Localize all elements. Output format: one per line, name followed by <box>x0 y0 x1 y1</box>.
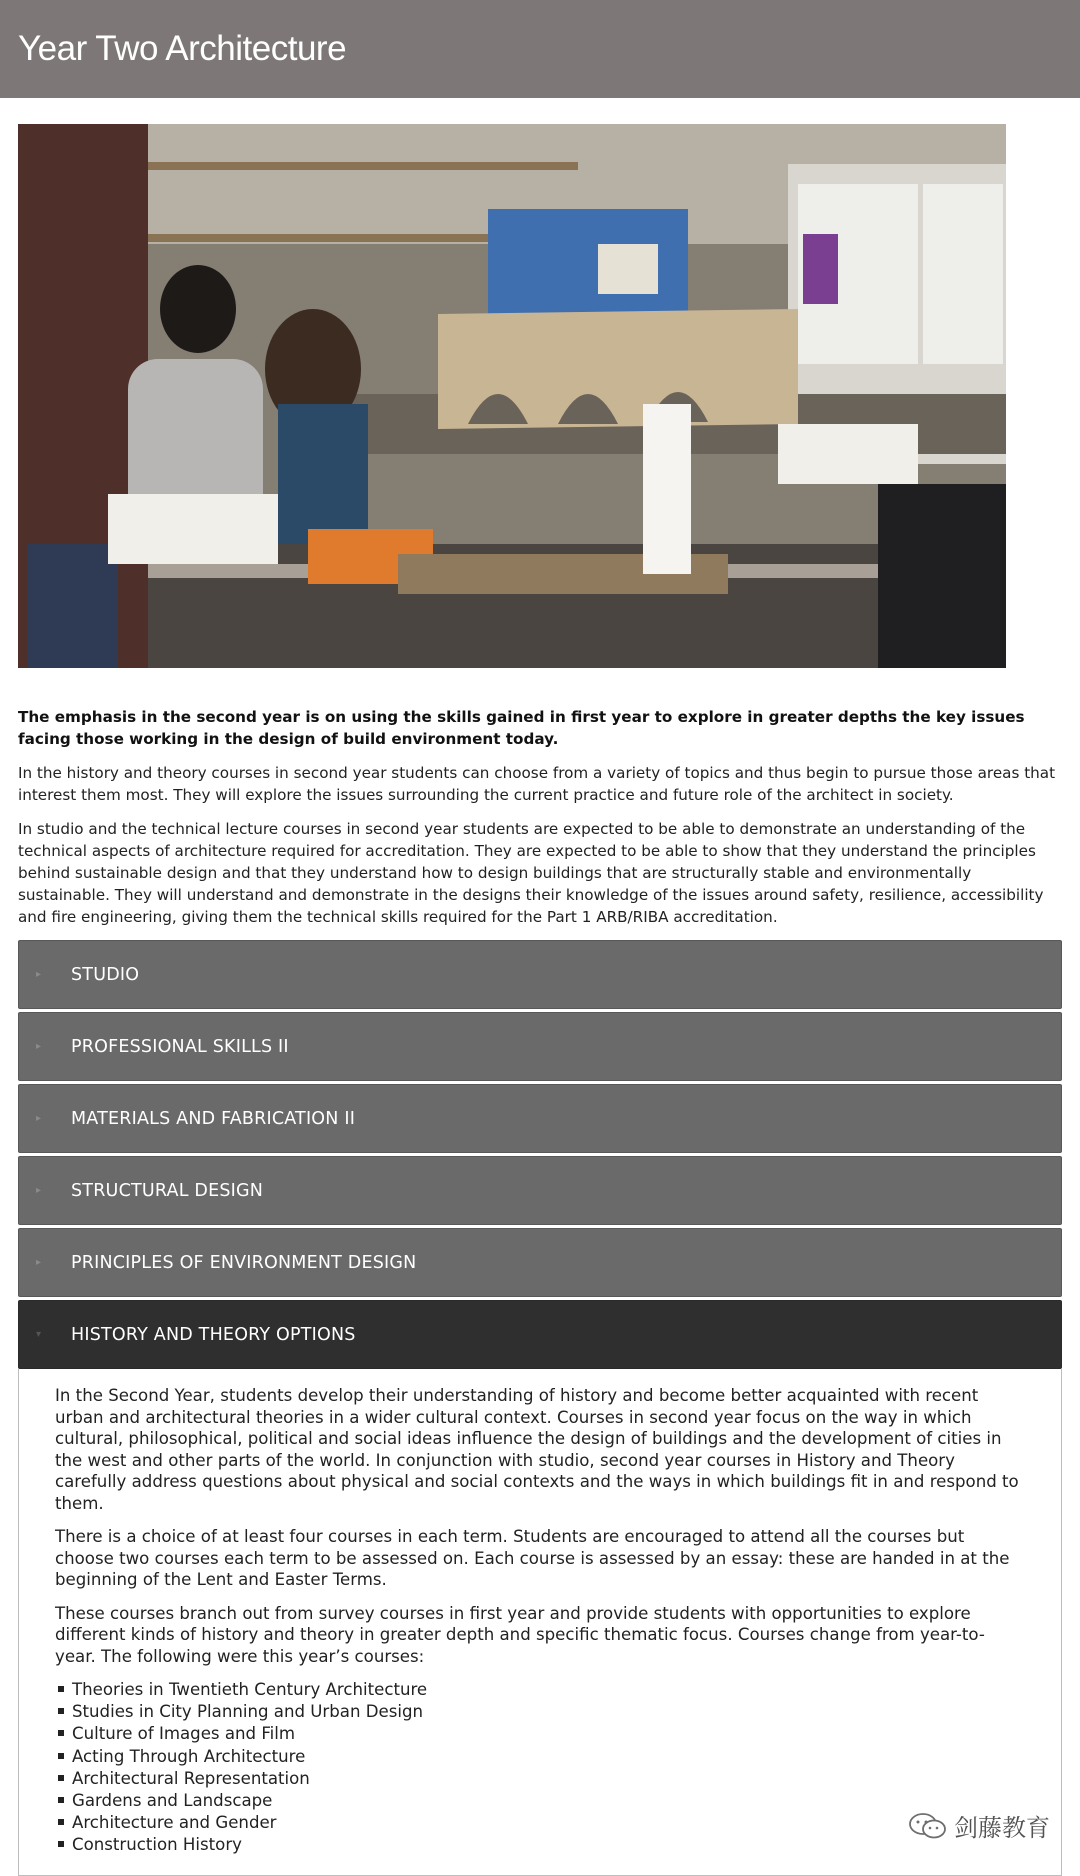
list-item <box>58 1834 1025 1856</box>
chevron-right-icon: ▸ <box>36 1041 42 1052</box>
course-name: Gardens and Landscape <box>72 1791 273 1811</box>
panel-paragraph-3: These courses branch out from survey courses in first year and provide students with opportunities to explore different kinds of history and theory in greater depth and specific thematic focus. Courses change from year-to-year. The following were this year’s courses: <box>55 1603 985 1666</box>
bullet-icon <box>58 1841 64 1847</box>
accordion-item-history-theory[interactable] <box>18 1300 1062 1369</box>
course-name: Acting Through Architecture <box>72 1746 306 1766</box>
list-item <box>58 1723 1025 1745</box>
bullet-icon <box>58 1730 64 1736</box>
intro-paragraph-1: In the history and theory courses in second year students can choose from a variety of topics and thus begin to pursue those areas that interest them most. They will explore the issues surrounding the current practice and future role of the architect in society. <box>18 764 1056 804</box>
course-name: Architectural Representation <box>72 1768 310 1788</box>
page-title: Year Two Architecture <box>18 29 347 68</box>
intro-paragraph-2: In studio and the technical lecture courses in second year students are expected to be able to demonstrate an understanding of the technical aspects of architecture required for accreditation. They are expected to be able to show that they understand the principles behind sustainable design and that they understand how to design buildings that are structurally stable and environmentally sustainable. They will understand and demonstrate in the designs their knowledge of the issues around safety, resilience, accessibility and fire engineering, giving them the technical skills required for the Part 1 ARB/RIBA accreditation. <box>18 820 1044 926</box>
accordion-label: STUDIO <box>71 964 140 985</box>
bullet-icon <box>58 1753 64 1759</box>
list-item <box>58 1790 1025 1812</box>
studio-photo <box>18 124 1006 668</box>
list-item <box>58 1768 1025 1790</box>
accordion-item-environment-design[interactable] <box>18 1228 1062 1297</box>
watermark-text: 剑藤教育 <box>954 1814 1050 1842</box>
list-item <box>58 1679 1025 1701</box>
chevron-right-icon: ▸ <box>36 969 42 980</box>
chevron-right-icon: ▸ <box>36 1185 42 1196</box>
bullet-icon <box>58 1708 64 1714</box>
chevron-down-icon: ▾ <box>36 1329 42 1340</box>
watermark <box>908 1808 1050 1843</box>
panel-paragraph-1: In the Second Year, students develop their understanding of history and become better acquainted with recent urban and architectural theories in a wider cultural context. Courses in second year focus on the way in which cultural, philosophical, political and social ideas influence the design of buildings and the development of cities in the west and other parts of the world. In conjunction with studio, second year courses in History and Theory carefully address questions about physical and social contexts and the ways in which buildings fit in and respond to them. <box>55 1386 1019 1513</box>
chevron-right-icon: ▸ <box>36 1113 42 1124</box>
wechat-icon <box>908 1811 948 1841</box>
bullet-icon <box>58 1797 64 1803</box>
course-name: Architecture and Gender <box>72 1813 277 1833</box>
accordion-item-studio[interactable] <box>18 940 1062 1009</box>
intro-section <box>18 706 1062 928</box>
main-content <box>0 124 1080 1876</box>
course-name: Culture of Images and Film <box>72 1724 296 1744</box>
chevron-right-icon: ▸ <box>36 1257 42 1268</box>
accordion-item-professional-skills[interactable] <box>18 1012 1062 1081</box>
accordion-label: HISTORY AND THEORY OPTIONS <box>71 1324 356 1345</box>
accordion-item-structural-design[interactable] <box>18 1156 1062 1225</box>
accordion-label: PROFESSIONAL SKILLS II <box>71 1036 289 1057</box>
course-list <box>55 1679 1025 1857</box>
intro-lead: The emphasis in the second year is on using the skills gained in first year to explore in greater depths the key issues facing those working in the design of build environment today. <box>18 708 1025 748</box>
course-accordion <box>18 940 1062 1876</box>
history-theory-panel <box>18 1369 1062 1876</box>
bullet-icon <box>58 1819 64 1825</box>
course-name: Construction History <box>72 1835 242 1855</box>
accordion-label: PRINCIPLES OF ENVIRONMENT DESIGN <box>71 1252 417 1273</box>
list-item <box>58 1746 1025 1768</box>
panel-paragraph-2: There is a choice of at least four courses in each term. Students are encouraged to attend all the courses but choose two courses each term to be assessed on. Each course is assessed by an essay: these are handed in at the beginning of the Lent and Easter Terms. <box>55 1527 1010 1589</box>
list-item <box>58 1812 1025 1834</box>
accordion-item-materials-fabrication[interactable] <box>18 1084 1062 1153</box>
course-name: Studies in City Planning and Urban Design <box>72 1702 424 1722</box>
bullet-icon <box>58 1686 64 1692</box>
bullet-icon <box>58 1775 64 1781</box>
accordion-label: MATERIALS AND FABRICATION II <box>71 1108 356 1129</box>
course-name: Theories in Twentieth Century Architecture <box>72 1680 428 1699</box>
page-header <box>0 0 1080 98</box>
list-item <box>58 1701 1025 1723</box>
accordion-label: STRUCTURAL DESIGN <box>71 1180 264 1201</box>
